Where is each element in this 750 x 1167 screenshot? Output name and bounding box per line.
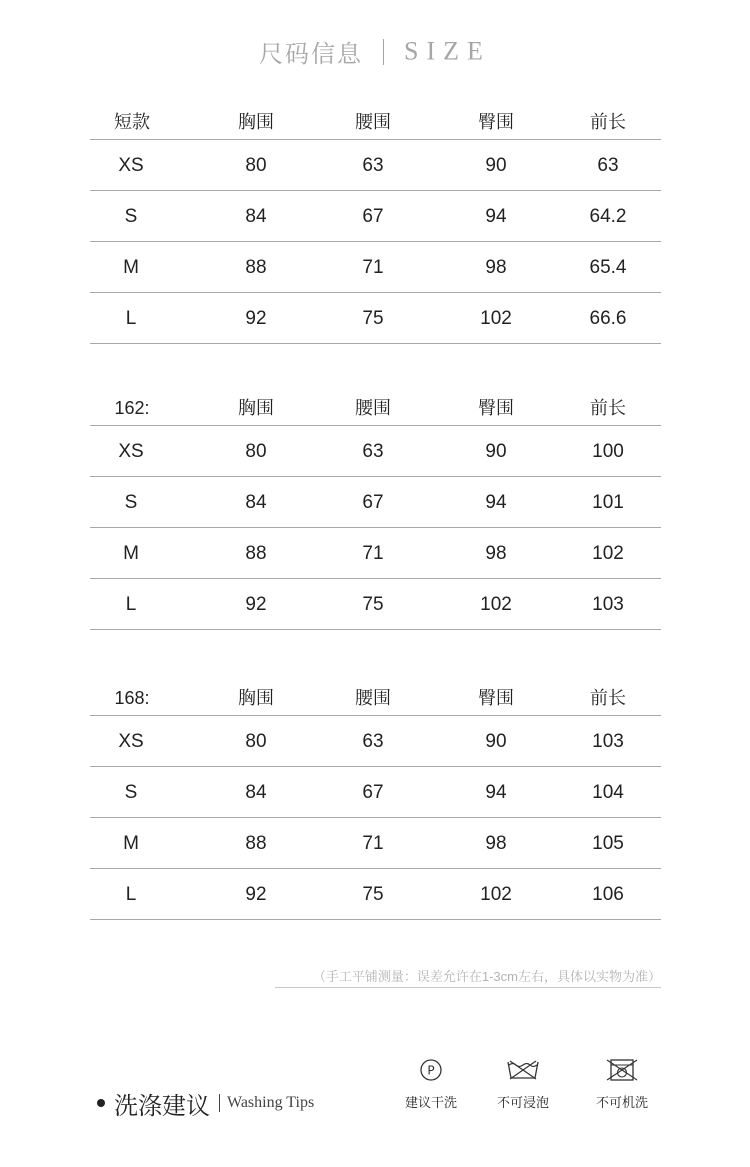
table-row [90,579,661,630]
header-cell: 前长 [590,112,626,132]
size-cell: XS [118,155,144,176]
value-cell: 67 [362,206,384,227]
value-cell: 88 [245,543,267,564]
size-table-168 [90,680,661,920]
size-cell: S [124,782,138,803]
value-cell: 71 [362,543,384,564]
care-item-dry-clean [386,1058,476,1111]
header-cell: 162: [114,398,150,418]
washing-title-divider [219,1094,220,1112]
value-cell: 63 [362,155,384,176]
size-cell: M [123,833,139,854]
no-soak-icon [506,1058,540,1082]
no-machine-wash-icon [605,1058,639,1082]
value-cell: 67 [362,492,384,513]
value-cell: 84 [245,492,267,513]
size-cell: S [124,492,138,513]
header-cell: 胸围 [238,398,274,418]
table-row [90,140,661,191]
title-en: SIZE [404,36,491,66]
value-cell: 98 [485,257,507,278]
title-cn: 尺码信息 [259,41,364,68]
value-cell: 101 [592,492,624,513]
page-header [0,34,750,69]
value-cell: 67 [362,782,384,803]
value-cell: 63 [362,731,384,752]
size-cell: S [124,206,138,227]
table-row [90,716,661,767]
header-cell: 臀围 [478,112,514,132]
value-cell: 102 [592,543,624,564]
value-cell: 84 [245,206,267,227]
value-cell: 106 [592,884,624,905]
value-cell: 63 [597,155,619,176]
value-cell: 100 [592,441,624,462]
value-cell: 94 [485,492,507,513]
value-cell: 92 [245,308,267,329]
value-cell: 64.2 [589,206,627,227]
dry-clean-icon [419,1058,443,1082]
table-row [90,191,661,242]
table-row [90,869,661,920]
value-cell: 98 [485,833,507,854]
size-cell: M [123,543,139,564]
value-cell: 105 [592,833,624,854]
value-cell: 75 [362,594,384,615]
size-table-short [90,104,661,344]
washing-title-cn: 洗涤建议 [114,1092,210,1120]
table-row [90,818,661,869]
value-cell: 102 [480,308,512,329]
value-cell: 80 [245,155,267,176]
table-header-row [90,390,661,426]
value-cell: 63 [362,441,384,462]
value-cell: 94 [485,782,507,803]
value-cell: 90 [485,155,507,176]
value-cell: 102 [480,594,512,615]
table-header-row [90,104,661,140]
care-label: 不可浸泡 [496,1095,549,1110]
table-row [90,426,661,477]
value-cell: 75 [362,308,384,329]
header-cell: 臀围 [478,688,514,708]
header-cell: 胸围 [238,688,274,708]
table-header-row [90,680,661,716]
size-table-162 [90,390,661,630]
header-cell: 臀围 [478,398,514,418]
value-cell: 98 [485,543,507,564]
table-row [90,293,661,344]
header-cell: 腰围 [355,398,391,418]
value-cell: 80 [245,731,267,752]
value-cell: 94 [485,206,507,227]
svg-text:P: P [427,1063,435,1078]
value-cell: 65.4 [589,257,627,278]
size-cell: XS [118,441,144,462]
header-cell: 短款 [114,112,150,132]
value-cell: 92 [245,884,267,905]
size-cell: M [123,257,139,278]
washing-tips-title [97,1087,314,1119]
table-row [90,477,661,528]
care-item-no-machine-wash [577,1058,667,1111]
table-row [90,528,661,579]
value-cell: 80 [245,441,267,462]
size-cell: L [125,884,137,905]
header-cell: 168: [114,688,150,708]
value-cell: 84 [245,782,267,803]
value-cell: 102 [480,884,512,905]
washing-title-en: Washing Tips [227,1094,315,1111]
value-cell: 103 [592,594,624,615]
value-cell: 75 [362,884,384,905]
value-cell: 90 [485,441,507,462]
size-cell: L [125,594,137,615]
value-cell: 103 [592,731,624,752]
measurement-note: （手工平铺测量：误差允许在1-3cm左右，具体以实物为准） [275,966,661,988]
care-label: 建议干洗 [404,1095,457,1110]
value-cell: 66.6 [589,308,627,329]
value-cell: 88 [245,257,267,278]
value-cell: 90 [485,731,507,752]
value-cell: 92 [245,594,267,615]
header-cell: 腰围 [355,688,391,708]
header-cell: 前长 [590,688,626,708]
value-cell: 104 [592,782,624,803]
table-row [90,242,661,293]
value-cell: 71 [362,257,384,278]
table-row [90,767,661,818]
care-label: 不可机洗 [595,1095,648,1110]
value-cell: 88 [245,833,267,854]
title-divider [383,39,384,65]
size-cell: XS [118,731,144,752]
bullet-dot [97,1099,105,1107]
header-cell: 前长 [590,398,626,418]
care-item-no-soak [478,1058,568,1111]
size-cell: L [125,308,137,329]
header-cell: 腰围 [355,112,391,132]
header-cell: 胸围 [238,112,274,132]
value-cell: 71 [362,833,384,854]
